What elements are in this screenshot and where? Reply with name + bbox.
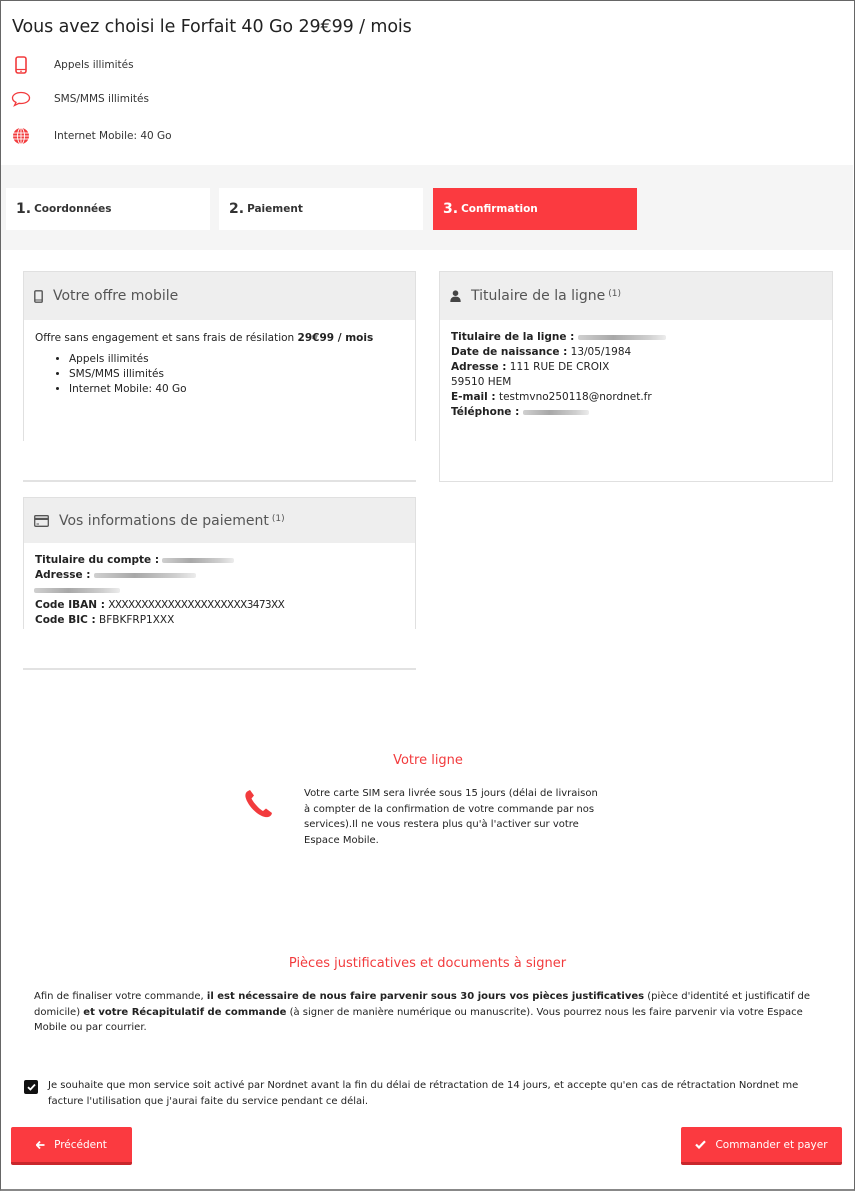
offer-price: 29€99 / mois [297,332,374,344]
redacted-value [94,573,196,578]
offer-card-title: Votre offre mobile [53,288,179,304]
address-row [451,360,821,375]
offer-card [23,271,416,441]
feature-label: SMS/MMS illimités [54,93,149,105]
holder-card-title: Titulaire de la ligne [471,288,606,304]
redacted-value [162,558,234,563]
step-number: 2. [229,201,245,217]
offer-items [69,352,404,397]
payment-card [23,497,416,629]
field-label: Titulaire de la ligne : [451,331,575,343]
redacted-value [578,335,666,340]
field-value: testmvno250118@nordnet.fr [498,391,652,403]
arrow-left-icon [36,1141,45,1149]
iban-row [35,598,404,613]
docs-text-bold: et votre Récapitulatif de commande [83,1006,287,1018]
field-value: 13/05/1984 [570,346,632,358]
step-label: Paiement [247,203,303,215]
consent-label[interactable]: Je souhaite que mon service soit activé par Nordnet avant la fin du délai de rétractation de 14 jours, et accepte qu'en cas de rétractation Nordnet me facture l'utilisation que j'aurai faite du service pendant ce délai. [48,1080,799,1107]
page-title: Vous avez choisi le Forfait 40 Go 29€99 / mois [12,17,412,37]
feature-label: Appels illimités [54,59,134,71]
footnote-marker: (1) [608,289,622,299]
holder-name-row [451,330,821,345]
previous-button[interactable] [11,1127,132,1165]
step-number: 1. [16,201,32,217]
feature-sms [11,89,149,109]
account-holder-row [35,553,404,568]
feature-internet [11,126,172,146]
docs-text-part: (à signer de manière numérique ou manuscrite). Vous pourrez nous les faire parvenir via votre Espace Mobile ou par courrier. [34,1006,803,1033]
consent-row [24,1078,834,1110]
mobile-phone-icon [34,290,43,303]
field-label: E-mail : [451,391,496,403]
phone-icon [244,789,273,819]
field-label: Adresse : [35,569,91,581]
holder-card [439,271,833,482]
holder-card-body [440,320,832,430]
divider [23,668,416,670]
payment-card-title: Vos informations de paiement [59,512,269,529]
offer-item: • Internet Mobile: 40 Go [69,382,404,397]
checkmark-icon [27,1083,36,1091]
payment-address-line2 [35,583,404,598]
order-and-pay-button[interactable] [681,1127,842,1165]
field-label: Code IBAN : [35,599,105,611]
step-confirmation[interactable] [433,188,637,230]
offer-card-body [24,320,415,407]
field-label: Titulaire du compte : [35,554,160,566]
docs-section-text [34,989,834,1036]
docs-text-part: (pièce d'identité et justificatif de domicile) [34,991,811,1018]
offer-intro: Offre sans engagement et sans frais de résilation [35,332,298,344]
footnote-marker: (1) [271,513,285,524]
mobile-phone-icon [11,55,31,75]
redacted-value [523,410,589,415]
field-label: Téléphone : [451,406,520,418]
field-value: 111 RUE DE CROIX [509,361,610,373]
redacted-value [34,588,120,593]
step-label: Confirmation [461,203,538,215]
previous-button-label: Précédent [54,1138,107,1151]
speech-bubble-icon [11,89,31,109]
checkmark-icon [695,1140,706,1149]
bic-row [35,613,404,628]
holder-card-header [440,272,832,320]
ligne-section-text: Votre carte SIM sera livrée sous 15 jours (délai de livraison à compter de la confirmation de votre commande par nos services).Il ne vous restera plus qu'à l'activer sur votre Espace Mobile. [304,788,598,846]
payment-card-header [24,498,415,543]
field-value: XXXXXXXXXXXXXXXXXXXXX3473XX [108,599,285,611]
user-icon [450,290,461,302]
docs-section-title: Pièces justificatives et documents à signer [288,956,567,971]
payment-address-row [35,568,404,583]
divider [23,480,416,482]
feature-label: Internet Mobile: 40 Go [54,130,172,142]
docs-text-part: Afin de finaliser votre commande, [34,991,207,1002]
docs-text-bold: il est nécessaire de nous faire parvenir sous 30 jours vos pièces justificatives [206,991,645,1002]
field-label: Date de naissance : [451,346,568,358]
birth-date-row [451,345,821,360]
consent-checkbox[interactable] [24,1080,38,1094]
address-line2: 59510 HEM [451,376,512,388]
feature-calls [11,55,134,75]
globe-icon [11,126,31,146]
payment-card-body [24,543,415,638]
field-label: Code BIC : [35,614,96,626]
offer-item: • SMS/MMS illimités [69,367,404,382]
field-label: Adresse : [451,361,507,373]
step-label: Coordonnées [34,203,112,215]
order-and-pay-button-label: Commander et payer [715,1138,828,1151]
offer-item: • Appels illimités [69,352,404,367]
offer-card-header [24,272,415,320]
phone-row [451,405,821,420]
step-coordonnees[interactable] [6,188,210,230]
ligne-section-title: Votre ligne [393,753,463,768]
email-row [451,390,821,405]
step-paiement[interactable] [219,188,423,230]
step-number: 3. [443,201,459,217]
credit-card-icon [34,515,49,527]
field-value: BFBKFRP1XXX [99,614,175,626]
